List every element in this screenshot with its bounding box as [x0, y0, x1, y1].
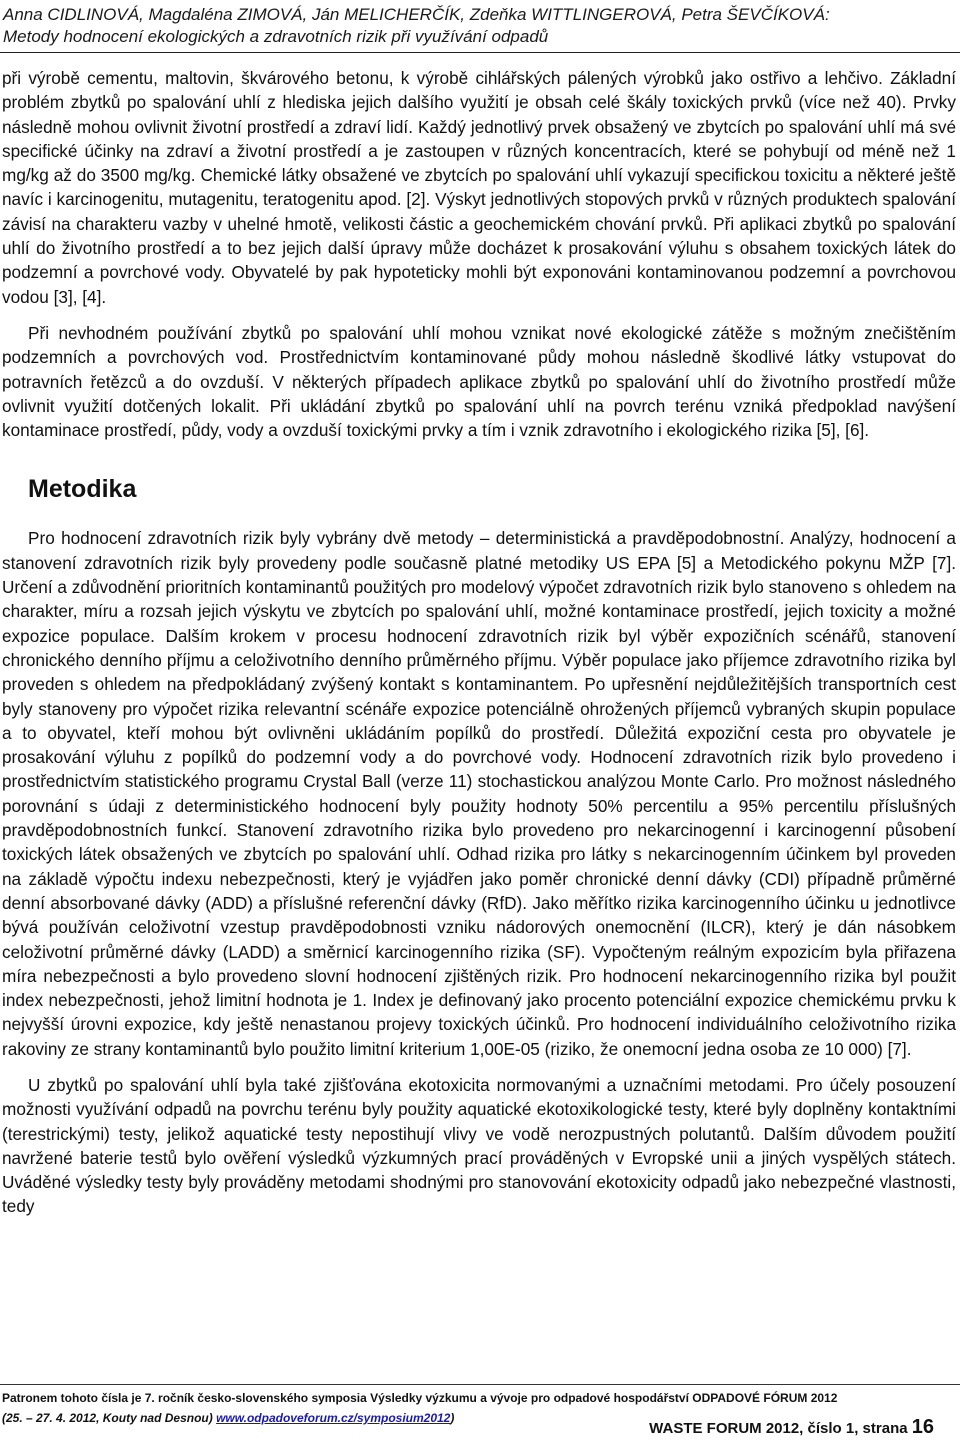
header-divider: [0, 52, 960, 53]
header-authors: Anna CIDLINOVÁ, Magdaléna ZIMOVÁ, Ján MELICHERČÍK, Zdeňka WITTLINGEROVÁ, Petra ŠEVČÍKOVÁ:: [3, 5, 830, 24]
paragraph-1: při výrobě cementu, maltovin, škvárového betonu, k výrobě cihlářských pálených výrobků jako ostřivo a lehčivo. Základní problém zbytků po spalování uhlí z hlediska jejich dalšího využití je obsah celé škály toxických prvků (více než 40). Prvky následně mohou ovlivnit životní prostředí a zdraví lidí. Každý jednotlivý prvek obsažený ve zbytcích po spalování uhlí má své specifické účinky na zdraví a životní prostředí a je zastoupen v různých koncentracích, které se pohybují od méně než 1 mg/kg až do 3500 mg/kg. Chemické látky obsažené ve zbytcích po spalování uhlí vykazují specifickou toxicitu a některé ještě navíc i karcinogenitu, mutagenitu, teratogenitu apod. [2]. Výskyt jednotlivých stopových prvků v různých produktech spalování závisí na charakteru vazby v uhelné hmotě, velikosti částic a geochemickém chování prvků. Při aplikaci zbytků po spalování uhlí do životního prostředí a to bez jejich další úpravy může docházet k prosakování výluhu s obsahem toxických látek do podzemní a povrchové vody. Obyvatelé by pak hypoteticky mohli být exponováni kontaminovanou podzemní a povrchovou vodou [3], [4].: [2, 68, 956, 307]
paragraph-2: Při nevhodném používání zbytků po spalování uhlí mohou vznikat nové ekologické zátěže s možným znečištěním podzemních a povrchových vod. Prostřednictvím kontaminované půdy mohou následně škodlivé látky vstupovat do potravních řetězců a do ovzduší. V některých případech aplikace zbytků po spalování uhlí do životního prostředí může ovlivnit využití dotčených lokalit. Při ukládání zbytků po spalování uhlí na povrch terénu vzniká předpoklad navýšení kontaminace prostředí, půdy, vody a ovzduší toxickými prvky a tím i vznik zdravotního i ekologického rizika [5], [6].: [2, 322, 956, 441]
footer-patronage-label: Patronem tohoto čísla: [2, 1391, 129, 1405]
article-body: [2, 66, 956, 1219]
running-header: [3, 4, 953, 48]
page-number: 16: [911, 1416, 934, 1438]
footer-patronage-text: je 7. ročník česko-slovenského symposia Výsledky výzkumu a vývoje pro odpadové hospodářství ODPADOVÉ FÓRUM 2012: [128, 1391, 838, 1405]
footer-patronage-line: [2, 1388, 956, 1408]
section-heading-metodika: Metodika: [28, 475, 137, 504]
footer-symposium-link[interactable]: www.odpadoveforum.cz/symposium2012: [216, 1411, 451, 1425]
footer-event-text: (25. – 27. 4. 2012, Kouty nad Desnou): [2, 1411, 217, 1425]
header-title: Metody hodnocení ekologických a zdravotních rizik při využívání odpadů: [3, 27, 549, 46]
paragraph-4: U zbytků po spalování uhlí byla také zjišťována ekotoxicita normovanými a uznačními metodami. Pro účely posouzení možnosti využívání odpadů na povrchu terénu byly použity aquatické ekotoxikologické testy, které byly doplněny kontaktními (terestrickými) testy, jelikož aquatické testy nepostihují vlivy ve vodě nerozpustných polutantů. Dalším důvodem použití navržené baterie testů bylo ověření výsledků výzkumných prací prováděných v Evropské unii a jiných vyspělých státech. Uváděné výsledky testy byly prováděny metodami shodnými pro stanovování ekotoxicity odpadů jako nebezpečné vlastnosti, tedy: [2, 1074, 956, 1217]
journal-page-info: [649, 1416, 934, 1440]
journal-issue: WASTE FORUM 2012, číslo 1, strana: [649, 1420, 912, 1437]
paragraph-3: Pro hodnocení zdravotních rizik byly vybrány dvě metody – deterministická a pravděpodobnostní. Analýzy, hodnocení a stanovení zdravotních rizik byly provedeny podle současně platné metodiky US EPA [5] a Metodického pokynu MŽP [7]. Určení a zdůvodnění prioritních kontaminantů použitých pro modelový výpočet zdravotních rizik bylo stanoveno s ohledem na charakter, míru a rozsah jejich výskytu ve zbytcích po spalování uhlí, možné kontaminace prostředí, jejich toxicity a možné expozice populace. Dalším krokem v procesu hodnocení zdravotních rizik byl výběr expozičních scénářů, stanovení chronického denního příjmu a celoživotního denního průměrného příjmu. Výběr populace jako příjemce zdravotního rizika byl proveden s ohledem na předpokládaný zvýšený kontakt s kontaminantem. Po upřesnění nejdůležitějších transportních cest byly stanoveny pro výpočet rizika relevantní scénáře expozice potenciálně ohrožených příjemců vybraných skupin populace a to obyvatel, kteří mohou být ovlivněni ukládáním popílků do prostředí. Důležitá expoziční cesta pro obyvatele je prosakování výluhu z popílků do podzemní vody a do povrchové vody. Hodnocení zdravotních rizik bylo provedeno i prostřednictvím statistického programu Crystal Ball (verze 11) stochastickou analýzou Monte Carlo. Pro možnost následného porovnání s údaji z deterministického hodnocení byly použity hodnoty 50% percentilu a 95% percentilu příslušných pravděpodobnostních funkcí. Stanovení zdravotního rizika bylo provedeno pro nekarcinogenní i karcinogenní působení toxických látek obsažených ve zbytcích po spalování uhlí. Odhad rizika pro látky s nekarcinogenním účinkem byl proveden na základě výpočtu indexu nebezpečnosti, který je vyjádřen jako poměr chronické denní dávky (CDI) případně průměrné denní absorbované dávky (ADD) a příslušné referenční dávky (RfD). Jako měřítko rizika karcinogenního účinku u jednotlivce bývá používán celoživotní vzestup pravděpodobnosti vzniku nádorových onemocnění (ILCR), který je dán násobkem celoživotní průměrné dávky (LADD) a směrnicí karcinogenního rizika (SF). Vypočteným reálným expozicím byla přiřazena míra nebezpečnosti a bylo provedeno slovní hodnocení zjištěných rizik. Pro hodnocení nekarcinogenního rizika byl použit index nebezpečnosti, jehož limitní hodnota je 1. Index je definovaný jako procento potenciální expozice chemickému prvku k nejvyšší úrovni expozice, kdy ještě nenastanou projevy toxických účinků. Pro hodnocení individuálního celoživotního rizika rakoviny ze strany kontaminantů bylo použito limitní kriterium 1,00E-05 (riziko, že onemocní jedna osoba ze 10 000) [7].: [2, 528, 956, 1059]
footer-event-close: ): [450, 1411, 455, 1425]
footer-divider: [0, 1384, 960, 1385]
